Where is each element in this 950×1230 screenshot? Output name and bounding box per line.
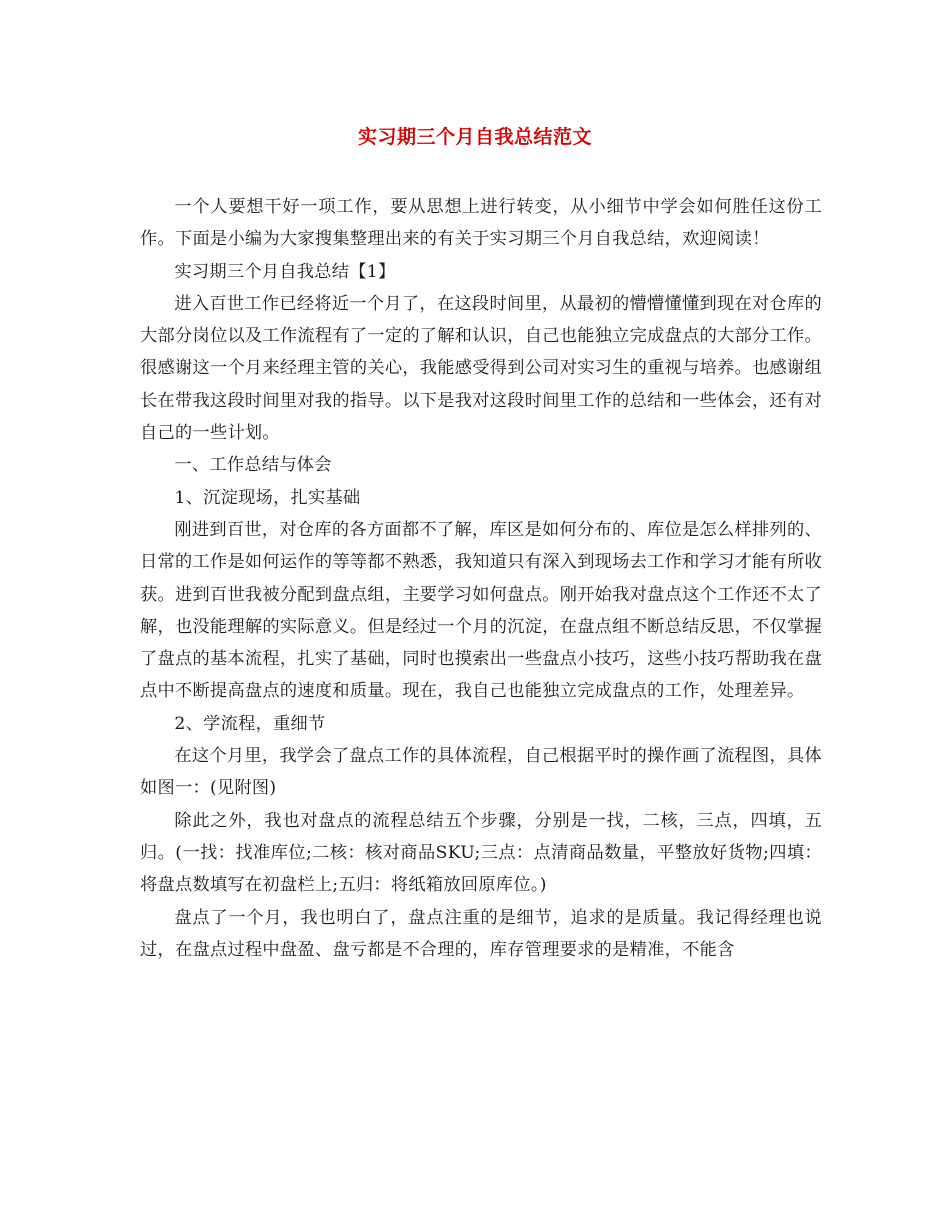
paragraph: 一个人要想干好一项工作，要从思想上进行转变，从小细节中学会如何胜任这份工作。下面是小编为大家搜集整理出来的有关于实习期三个月自我总结，欢迎阅读！ (140, 197, 822, 250)
document-body (140, 191, 822, 966)
section-heading: 实习期三个月自我总结【1】 (174, 261, 396, 282)
subsection-heading: 2、学流程，重细节 (174, 713, 326, 734)
section-heading: 一、工作总结与体会 (174, 455, 332, 476)
paragraph: 除此之外，我也对盘点的流程总结五个步骤，分别是一找，二核，三点，四填，五归。(一找：找准库位;二核：核对商品SKU;三点：点清商品数量，平整放好货物;四填：将盘点数填写在初盘栏上;五归：将纸箱放回原库位。) (140, 810, 822, 896)
paragraph: 刚进到百世，对仓库的各方面都不了解，库区是如何分布的、库位是怎么样排列的、日常的工作是如何运作的等等都不熟悉，我知道只有深入到现场去工作和学习才能有所收获。进到百世我被分配到盘点组，主要学习如何盘点。刚开始我对盘点这个工作还不太了解，也没能理解的实际意义。但是经过一个月的沉淀，在盘点组不断总结反思，不仅掌握了盘点的基本流程，扎实了基础，同时也摸索出一些盘点小技巧，这些小技巧帮助我在盘点中不断提高盘点的速度和质量。现在，我自己也能独立完成盘点的工作，处理差异。 (140, 519, 823, 702)
subsection-heading: 1、沉淀现场，扎实基础 (174, 487, 361, 508)
paragraph: 在这个月里，我学会了盘点工作的具体流程，自己根据平时的操作画了流程图，具体如图一：(见附图) (140, 746, 822, 799)
paragraph: 进入百世工作已经将近一个月了，在这段时间里，从最初的懵懵懂懂到现在对仓库的大部分岗位以及工作流程有了一定的了解和认识，自己也能独立完成盘点的大部分工作。很感谢这一个月来经理主管的关心，我能感受得到公司对实习生的重视与培养。也感谢组长在带我这段时间里对我的指导。以下是我对这段时间里工作的总结和一些体会，还有对自己的一些计划。 (140, 293, 823, 444)
document-title: 实习期三个月自我总结范文 (357, 126, 592, 148)
paragraph: 盘点了一个月，我也明白了，盘点注重的是细节，追求的是质量。我记得经理也说过，在盘点过程中盘盈、盘亏都是不合理的，库存管理要求的是精准，不能含 (140, 907, 822, 960)
